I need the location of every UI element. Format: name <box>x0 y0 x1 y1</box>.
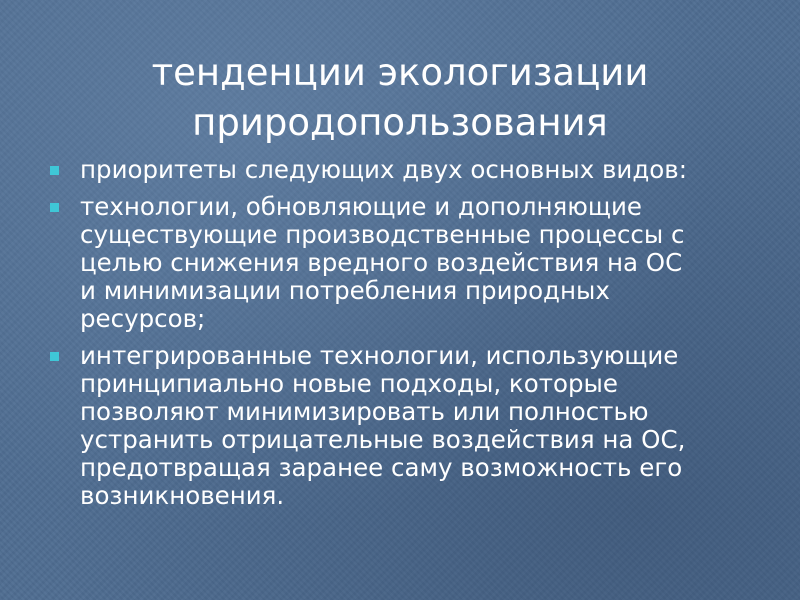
bullet-item-integrated-technologies <box>48 342 753 510</box>
bullet-text-line: целью снижения вредного воздействия на ОС <box>80 248 683 277</box>
bullet-text-line: интегрированные технологии, использующие <box>80 341 679 370</box>
bullet-list <box>48 156 753 519</box>
square-bullet-icon <box>50 352 59 361</box>
bullet-text-line: принципиально новые подходы, которые <box>80 369 618 398</box>
bullet-text-line: технологии, обновляющие и дополняющие <box>80 192 642 221</box>
bullet-item-updating-technologies <box>48 193 753 333</box>
bullet-text-line: приоритеты следующих двух основных видов: <box>80 155 687 184</box>
bullet-text-line: существующие производственные процессы с <box>80 220 685 249</box>
slide-title-line-1: тенденции экологизации <box>151 51 649 94</box>
bullet-text-line: ресурсов; <box>80 304 206 333</box>
bullet-text-line: предотвращая заранее саму возможность его <box>80 453 683 482</box>
bullet-text-line: возникновения. <box>80 481 285 510</box>
bullet-text-line: и минимизации потребления природных <box>80 276 610 305</box>
slide-title-line-2: природопользования <box>192 101 608 144</box>
square-bullet-icon <box>50 166 59 175</box>
bullet-item-priorities <box>48 156 753 184</box>
bullet-text-line: позволяют минимизировать или полностью <box>80 397 649 426</box>
square-bullet-icon <box>50 203 59 212</box>
slide-title <box>60 48 740 148</box>
bullet-text-line: устранить отрицательные воздействия на ОС, <box>80 425 686 454</box>
